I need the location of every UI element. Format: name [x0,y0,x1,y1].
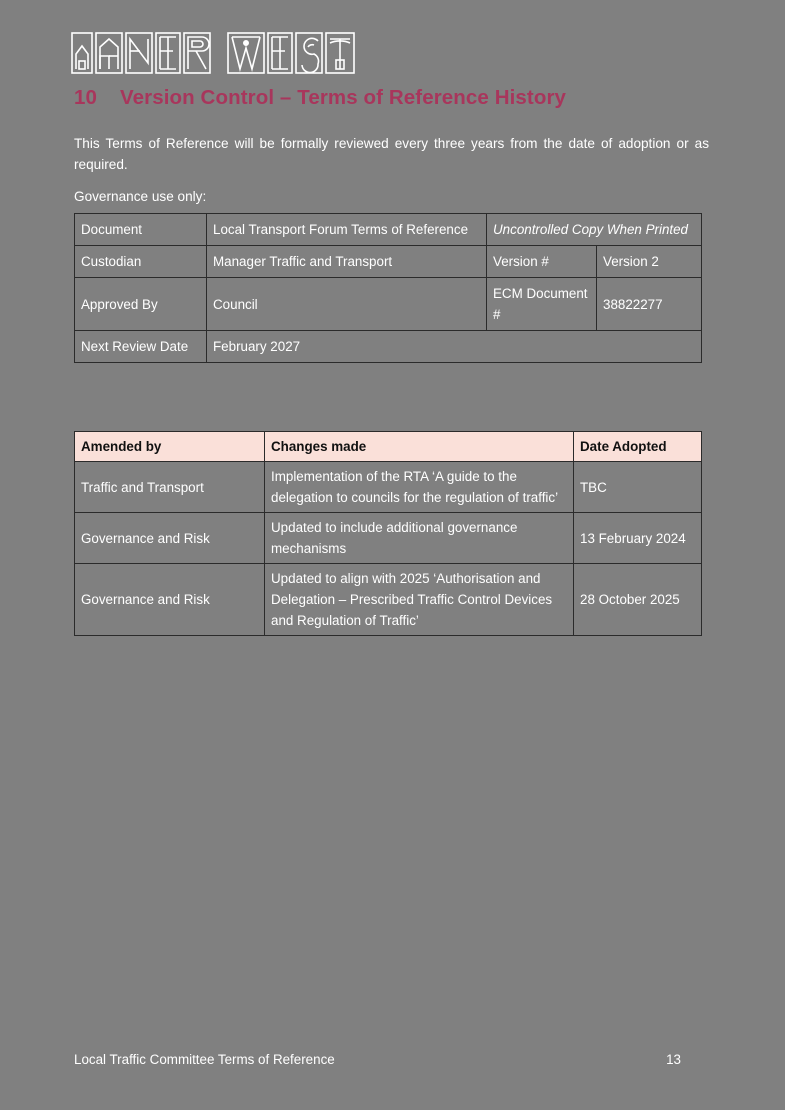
date-adopted-value: 13 February 2024 [574,513,702,564]
document-details-table [74,213,702,363]
table-row [75,564,702,636]
custodian-label: Custodian [75,246,207,278]
heading-number: 10 [74,86,98,109]
table-row [75,513,702,564]
document-value: Local Transport Forum Terms of Reference [207,214,487,246]
table-row [75,278,702,331]
document-label: Document [75,214,207,246]
amended-by-value: Traffic and Transport [75,462,265,513]
page-heading [74,86,566,110]
date-adopted-value: TBC [574,462,702,513]
approved-by-value: Council [207,278,487,331]
table-header-row [75,432,702,462]
changes-made-value: Updated to align with 2025 ‘Authorisation and Delegation – Prescribed Traffic Control Devices and Regulation of Traffic’ [265,564,574,636]
footer-document-title: Local Traffic Committee Terms of Reference [74,1052,335,1067]
table-row [75,462,702,513]
amended-by-value: Governance and Risk [75,513,265,564]
inner-west-logo [70,30,390,78]
next-review-date-label: Next Review Date [75,331,207,363]
column-header-amended-by: Amended by [75,432,265,462]
footer-page-number: 13 [666,1052,681,1067]
uncontrolled-copy-label: Uncontrolled Copy When Printed [487,214,702,246]
changes-made-value: Implementation of the RTA ‘A guide to the delegation to councils for the regulation of traffic’ [265,462,574,513]
heading-title: Version Control – Terms of Reference History [120,86,567,109]
logo-wordmark-icon [70,30,380,76]
amended-by-value: Governance and Risk [75,564,265,636]
ecm-document-value: 38822277 [597,278,702,331]
version-value: Version 2 [597,246,702,278]
custodian-value: Manager Traffic and Transport [207,246,487,278]
column-header-changes-made: Changes made [265,432,574,462]
intro-paragraph: This Terms of Reference will be formally reviewed every three years from the date of adoption or as required. [74,136,709,172]
next-review-date-value: February 2027 [207,331,702,363]
governance-note: Governance use only: [74,189,207,204]
amendment-history-table [74,431,702,636]
table-row [75,331,702,363]
ecm-document-label: ECM Document # [487,278,597,331]
version-label: Version # [487,246,597,278]
approved-by-label: Approved By [75,278,207,331]
table-row [75,246,702,278]
changes-made-value: Updated to include additional governance mechanisms [265,513,574,564]
column-header-date-adopted: Date Adopted [574,432,702,462]
date-adopted-value: 28 October 2025 [574,564,702,636]
page-footer [74,1052,711,1067]
table-row [75,214,702,246]
